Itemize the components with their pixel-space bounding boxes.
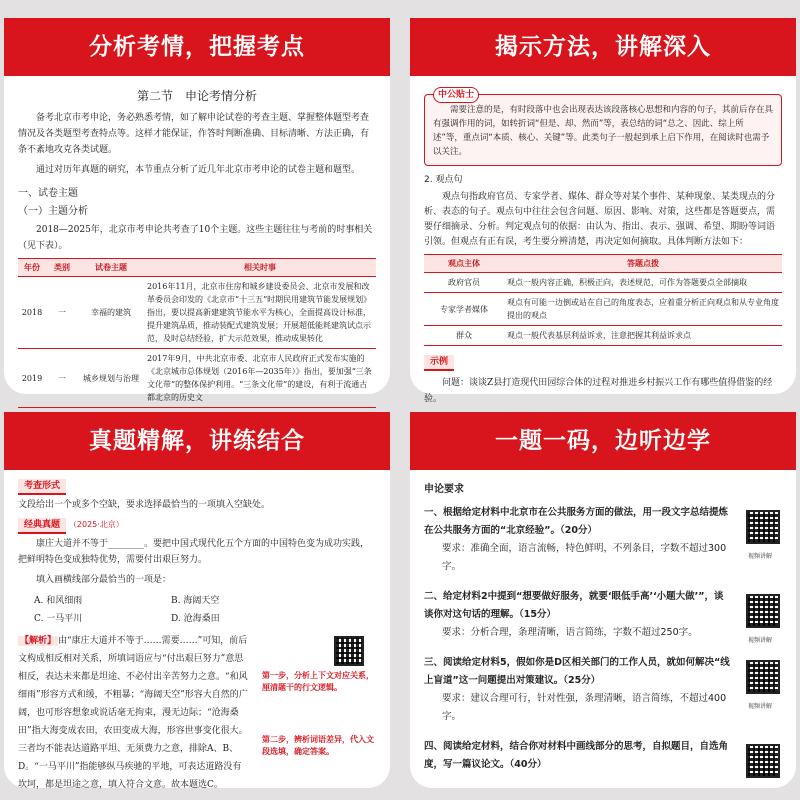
card-header: 真题精解，讲练结合	[4, 412, 390, 470]
table-row	[424, 273, 782, 293]
option-c: C. 一马平川	[34, 614, 83, 624]
cell-year: 2019	[18, 349, 46, 408]
table-header: 类别	[46, 259, 78, 277]
table-header: 年份	[18, 259, 46, 277]
cell-hint: 观点一般内容正确，积极正向，表述规范，可作为答题要点全部摘取	[504, 273, 782, 293]
form-text: 文段给出一个或多个空缺，要求选择最恰当的一项填入空缺处。	[18, 500, 271, 510]
example-block	[424, 354, 782, 407]
cell-category: 一	[46, 277, 78, 349]
cell-year: 2018	[18, 277, 46, 349]
card-method	[410, 18, 796, 404]
qr-code-icon[interactable]	[746, 510, 780, 544]
table-header: 试卷主题	[78, 259, 144, 277]
paragraph: 观点句指政府官员、专家学者、媒体、群众等对某个事件、某种现象、某类现点的分析、表态的句子。观点句中往往会包含问题、原因、影响、对策，这些都是答题要点，需要仔细摘录、分析。判定观点句的依据：由认为、指出、表示、强调、希望、期盼等词语引领。但观点有正有误，考生要分辨清楚，再决定如何摘取。具体判断方法如下：	[424, 192, 776, 247]
requirement-item	[424, 504, 782, 576]
section-title: 第二节 申论考情分析	[136, 89, 257, 103]
requirement-item	[424, 738, 782, 774]
card-body	[410, 76, 796, 407]
classic-year: （2025·北京）	[68, 520, 124, 529]
cell-topic: 城乡规划与治理	[78, 349, 144, 408]
form-tag: 考查形式	[18, 479, 66, 495]
table-row	[424, 293, 782, 326]
requirement-item	[424, 588, 782, 642]
card-header: 分析考情，把握考点	[4, 18, 390, 76]
options	[18, 592, 308, 628]
table-header: 观点主体	[424, 255, 504, 273]
cell-hint: 观点有可能一边倒或站在自己的角度表态，应着重分析正向观点和从专业角度提出的观点	[504, 293, 782, 326]
table-row	[18, 277, 376, 349]
requirement-question: 四、阅读给定材料，结合你对材料中画线部分的思考，自拟题目，自选角度，写一篇议论文。（40分）	[424, 741, 729, 770]
qr-label: 视频讲解	[747, 637, 772, 644]
cell-news: 2016年11月，北京市住房和城乡建设委员会、北京市发展和改革委员会印发的《北京市“十三五”时期民用建筑节能发展规划》指出，要以提高新建建筑节能水平为核心，全面提高设计标准，提升建筑品质，推动装配式建筑发展；开展超低能耗建筑试点示范，及时总结经验，扩大示范效果，推动成果转化	[144, 277, 376, 349]
option-a: A. 和风细雨	[34, 596, 83, 606]
qr-label: 视频讲解	[747, 703, 772, 710]
cell-subject: 群众	[424, 326, 504, 346]
question-prompt: 填入画横线部分最恰当的一项是：	[36, 575, 172, 585]
analysis	[18, 632, 250, 794]
option-d: D. 沧海桑田	[171, 614, 220, 624]
step-note-1: 第一步，分析上下文对应关系，厘清题干的行文逻辑。	[262, 671, 374, 692]
cell-hint: 观点一般代表基层利益诉求，注意把握其利益诉求点	[504, 326, 782, 346]
requirement-question: 一、根据给定材料中北京市在公共服务方面的做法，用一段文字总结提炼在公共服务方面的“北京经验”。（20分）	[424, 507, 729, 536]
cell-news: 2017年9月，中共北京市委、北京市人民政府正式发布实施的《北京城市总体规划（2016年—2035年）》指出，要加强“三条文化带”的整体保护利用。“三条文化带”的建设，有利于流通古都北京的历史文	[144, 349, 376, 408]
example-tag: 示例	[424, 355, 454, 371]
option-b: B. 海阔天空	[171, 596, 220, 606]
requirement-detail: 要求：分析合理，条理清晰，语言简练，字数不超过250字。	[442, 627, 698, 638]
tip-tag: 中公贴士	[433, 87, 479, 103]
card-exam-analysis	[4, 18, 390, 402]
qr-code-icon[interactable]	[746, 594, 780, 628]
requirement-question: 二、给定材料2中提到“想要做好服务，就要‘眼低手高’‘小题大做’”，谈谈你对这句话的理解。（15分）	[424, 591, 724, 620]
card-body	[4, 76, 390, 408]
subheading: （一）主题分析	[18, 206, 88, 217]
tip-box	[424, 90, 782, 166]
analysis-label: 【解析】	[20, 636, 57, 646]
table-header: 答题点拨	[504, 255, 782, 273]
table-header: 相关时事	[144, 259, 376, 277]
cell-subject: 专家学者媒体	[424, 293, 504, 326]
classic-tag: 经典真题	[18, 518, 66, 534]
paragraph: 备考北京市考申论，务必熟悉考情，如了解申论试卷的考查主题、掌握整体题型考查情况及各类题型考查特点等。这样才能保证，作答时判断准确、目标清晰、方法正确，有条不紊地攻克各类试题。	[18, 113, 370, 155]
requirement-detail: 要求：准确全面，语言流畅，特色鲜明，不列条目，字数不超过300字。	[442, 543, 727, 572]
card-body	[4, 470, 390, 788]
heading: 一、试卷主题	[18, 188, 78, 199]
analysis-text: 由“康庄大道并不等于……需要……”可知，前后文构成相反相对关系，所填词语应与“付出艰巨努力”意思相反，表达未来都是坦途、不必付出辛苦努力之意。“和风细雨”形容方式和缓，不粗暴；“海阔天空”形容大自然的广阔，也可形容想象或说话毫无拘束，漫无边际；“沧海桑田”指大海变成农田，农田变成大海，形容世事变化很大。三者均不能表达道路平坦、无须费力之意，排除A、B、D。“一马平川”指能够纵马疾驰的平地，可表达道路没有坎坷，都是坦途之意，填入符合文意。故本题选C。	[18, 636, 248, 790]
topic-table	[18, 258, 376, 408]
requirement-item	[424, 654, 782, 726]
cell-subject: 政府官员	[424, 273, 504, 293]
card-qr-learning	[410, 412, 796, 788]
table-row	[18, 349, 376, 408]
viewpoint-table	[424, 254, 782, 346]
card-body	[410, 470, 796, 774]
classic-question-header	[18, 517, 376, 534]
example-text: 问题：谈谈Z县打造现代田园综合体的过程对推进乡村振兴工作有哪些值得借鉴的经验。	[424, 378, 773, 404]
card-header: 一题一码，边听边学	[410, 412, 796, 470]
card-real-questions	[4, 412, 390, 788]
requirement-detail: 要求：建议合理可行，针对性强，条理清晰，语言简练，不超过400字。	[442, 693, 727, 722]
tip-text: 需要注意的是，有时段落中也会出现表达该段落核心思想和内容的句子，其前后存在具有强调作用的词，如转折词“但是、却、然而”等，表总结的词“总之、因此、综上所述”等，重点词“本质、核心、关键”等。此类句子一般起到承上启下作用，在阅读时也需予以关注。	[433, 105, 774, 157]
paragraph: 通过对历年真题的研究，本节重点分析了近几年北京市考申论的试卷主题和题型。	[36, 165, 361, 175]
table-row	[424, 326, 782, 346]
card-header: 揭示方法，讲解深入	[410, 18, 796, 76]
requirements-title: 申论要求	[424, 484, 464, 495]
paragraph: 2018—2025年，北京市考申论共考查了10个主题。这些主题往往与考前的时事相关（见下表）。	[18, 225, 373, 251]
cell-topic: 幸福的建筑	[78, 277, 144, 349]
qr-code-icon[interactable]	[746, 660, 780, 694]
cell-category: 一	[46, 349, 78, 408]
step-note-2: 第二步，辨析词语差异，代入文段选填，确定答案。	[262, 735, 374, 756]
question-text: 康庄大道并不等于________。要把中国式现代化五个方面的中国特色变为成功实践，把鲜明特色变成独特优势，需要付出艰巨努力。	[18, 539, 370, 565]
qr-label: 视频讲解	[747, 553, 772, 560]
qr-code-icon	[334, 636, 364, 666]
requirement-question: 三、阅读给定材料5，假如你是D区相关部门的工作人员，就如何解决“线上盲道”这一问题提出对策建议。（25分）	[424, 657, 730, 686]
qr-code-icon[interactable]	[746, 744, 780, 778]
subheading: 2. 观点句	[424, 175, 463, 185]
